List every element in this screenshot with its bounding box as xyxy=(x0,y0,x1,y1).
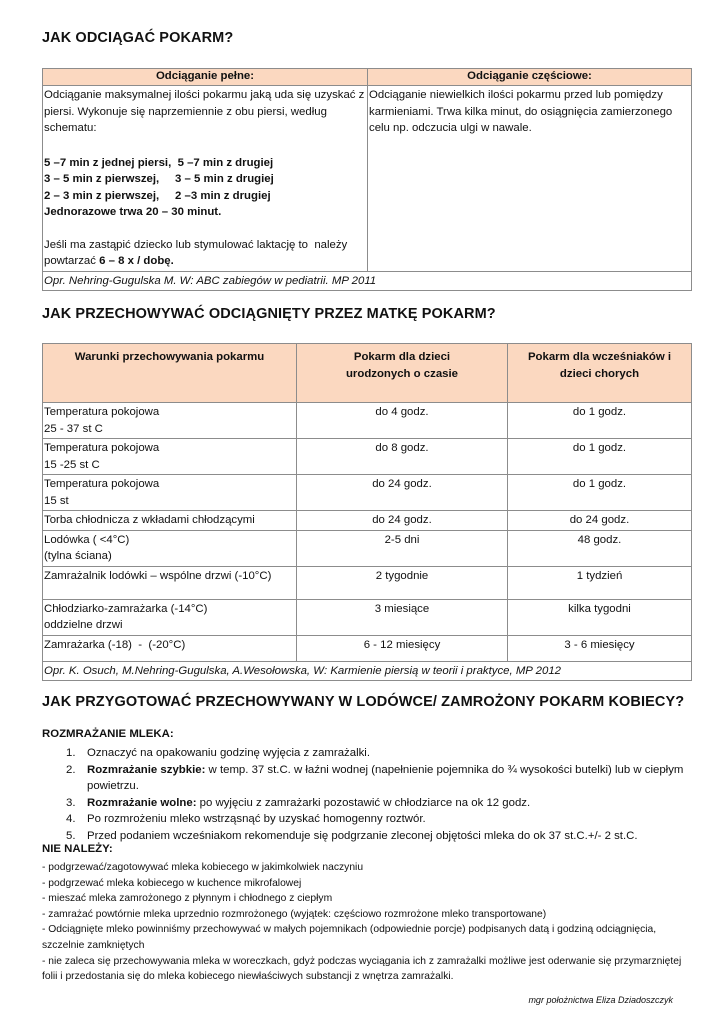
list-item: - mieszać mleka zamrożonego z płynnym i chłodnego z ciepłym xyxy=(42,893,333,905)
list-item: - zamrażać powtórnie mleka uprzednio rozmrożonego (wyjątek: częściowo rozmrożone mleko transportowane) xyxy=(42,908,547,920)
dont-list xyxy=(42,860,692,985)
schedule-line: 3 – 5 min z pierwszej, 3 – 5 min z drugiej xyxy=(44,173,274,185)
dont-heading: NIE NALEŻY: xyxy=(42,843,113,855)
section-title-storage: JAK PRZECHOWYWAĆ ODCIĄGNIĘTY PRZEZ MATKĘ POKARM? xyxy=(42,306,496,322)
partial-expressing-cell: Odciąganie niewielkich ilości pokarmu przed lub pomiędzy karmieniami. Trwa kilka minut, do osiągnięcia zamierzonego celu np. odczucia ulgi w nawale. xyxy=(368,86,692,272)
list-item: 4. Po rozmrożeniu mleko wstrząsnąć by uzyskać homogenny roztwór. xyxy=(66,813,426,825)
full-intro: Odciąganie maksymalnej ilości pokarmu jaką uda się uzyskać z piersi. Wykonuje się naprzemiennie z obu piersi, według schematu: xyxy=(44,89,365,134)
table-row: Temperatura pokojowa 15 -25 st C do 8 godz. do 1 godz. xyxy=(43,439,692,475)
schedule-line: Jednorazowe trwa 20 – 30 minut. xyxy=(44,206,222,218)
list-item: 3. Rozmrażanie wolne: po wyjęciu z zamrażarki pozostawić w chłodziarce na ok 12 godz. xyxy=(66,796,531,809)
storage-table xyxy=(42,343,692,681)
list-item: - Odciągnięte mleko powinniśmy przechowywać w małych pojemnikach (odpowiednie porcje) podpisanych datą i godziną odciągnięcia, szczelnie zamkniętych xyxy=(42,924,657,951)
table-row: Temperatura pokojowa 25 - 37 st C do 4 godz. do 1 godz. xyxy=(43,403,692,439)
repeat-note: Jeśli ma zastąpić dziecko lub stymulować laktację to należy powtarzać 6 – 8 x / dobę. xyxy=(44,238,351,267)
column-header-conditions: Warunki przechowywania pokarmu xyxy=(43,344,297,403)
thawing-steps xyxy=(42,745,692,844)
section-title-preparation: JAK PRZYGOTOWAĆ PRZECHOWYWANY W LODÓWCE/ ZAMROŻONY POKARM KOBIECY? xyxy=(42,694,685,710)
column-header-preterm: Pokarm dla wcześniaków i dzieci chorych xyxy=(508,344,692,403)
list-item: 1. Oznaczyć na opakowaniu godzinę wyjęcia z zamrażalki. xyxy=(66,747,371,759)
full-expressing-cell xyxy=(43,86,368,272)
table-row: Zamrażalnik lodówki – wspólne drzwi (-10°C) 2 tygodnie 1 tydzień xyxy=(43,566,692,599)
list-item: 5. Przed podaniem wcześniakom rekomenduje się podgrzanie zleconej objętości mleka do ok 37 st.C.+/- 2 st.C. xyxy=(66,829,638,842)
list-item: - podgrzewać/zagotowywać mleka kobiecego w jakimkolwiek naczyniu xyxy=(42,862,364,873)
list-item: - podgrzewać mleka kobiecego w kuchence mikrofalowej xyxy=(42,877,302,889)
expressing-table xyxy=(42,68,692,291)
table-row: Torba chłodnicza z wkładami chłodzącymi do 24 godz. do 24 godz. xyxy=(43,511,692,531)
column-header-full: Odciąganie pełne: xyxy=(43,69,368,86)
column-header-term: Pokarm dla dzieci urodzonych o czasie xyxy=(297,344,508,403)
thawing-heading: ROZMRAŻANIE MLEKA: xyxy=(42,728,174,740)
table-row: Chłodziarko-zamrażarka (-14°C) oddzielne drzwi 3 miesiące kilka tygodni xyxy=(43,599,692,635)
schedule-line: 2 – 3 min z pierwszej, 2 –3 min z drugiej xyxy=(44,189,271,202)
list-item: 2. Rozmrażanie szybkie: w temp. 37 st.C. w łaźni wodnej (napełnienie pojemnika do ¾ wysokości butelki) lub w ciepłym powietrzu. xyxy=(66,763,684,792)
author-footer: mgr położnictwa Eliza Dziadoszczyk xyxy=(528,995,673,1005)
table-row: Temperatura pokojowa 15 st do 24 godz. do 1 godz. xyxy=(43,475,692,511)
schedule-line: 5 –7 min z jednej piersi, 5 –7 min z drugiej xyxy=(44,156,274,169)
table-row: Lodówka ( <4°C) (tylna ściana) 2-5 dni 48 godz. xyxy=(43,530,692,566)
table-row: Zamrażarka (-18) - (-20°C) 6 - 12 miesięcy 3 - 6 miesięcy xyxy=(43,635,692,661)
list-item: - nie zaleca się przechowywania mleka w woreczkach, gdyż podczas wyciągania ich z zamrażalki możliwe jest oderwanie się przymarzniętej folii i przedostania się do mleka kobiecego niewłaściwych substancji z wnętrza zamrażalki. xyxy=(42,955,682,983)
source-citation: Opr. Nehring-Gugulska M. W: ABC zabiegów w pediatrii. MP 2011 xyxy=(43,271,692,291)
column-header-partial: Odciąganie częściowe: xyxy=(368,69,692,86)
source-citation: Opr. K. Osuch, M.Nehring-Gugulska, A.Wesołowska, W: Karmienie piersią w teorii i praktyce, MP 2012 xyxy=(43,661,692,681)
section-title-expressing: JAK ODCIĄGAĆ POKARM? xyxy=(42,30,234,46)
